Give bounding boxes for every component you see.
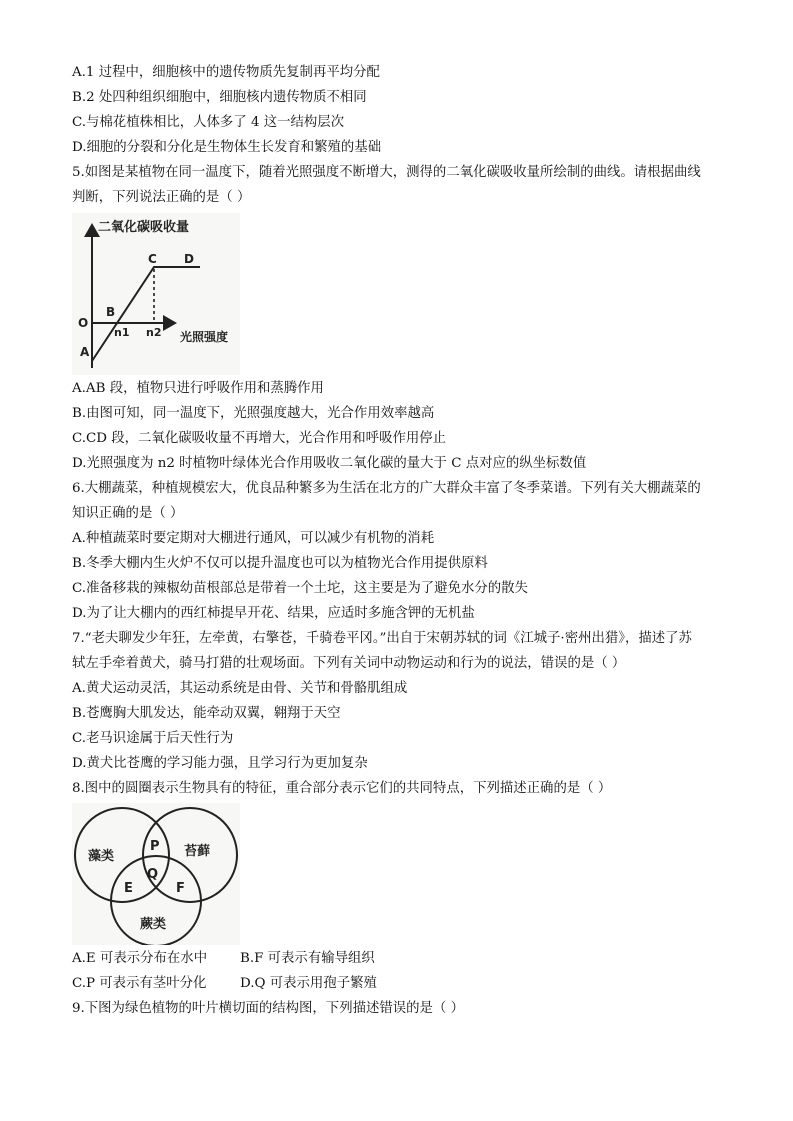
q7-stem-line2: 轼左手牵着黄犬，骑马打猎的壮观场面。下列有关词中动物运动和行为的说法，错误的是（ ）	[72, 656, 626, 671]
q5-option-d: D.光照强度为 n2 时植物叶绿体光合作用吸收二氧化碳的量大于 C 点对应的纵坐标数值	[72, 456, 587, 471]
q6-option-c: C.准备移栽的辣椒幼苗根部总是带着一个土坨，这主要是为了避免水分的散失	[72, 581, 528, 596]
point-a-label: A	[80, 345, 90, 359]
q4-option-a: A.1 过程中，细胞核中的遗传物质先复制再平均分配	[72, 65, 380, 80]
q8-option-c: C.P 可表示有茎叶分化	[72, 976, 207, 991]
x-axis-label: 光照强度	[180, 330, 229, 344]
q4-option-b: B.2 处四种组织细胞中，细胞核内遗传物质不相同	[72, 90, 367, 105]
n2-label: n2	[146, 326, 162, 339]
q7-option-b: B.苍鹰胸大肌发达，能牵动双翼，翱翔于天空	[72, 706, 341, 721]
region-e-label: E	[124, 881, 133, 896]
q8-option-d: D.Q 可表示用孢子繁殖	[240, 976, 377, 991]
q9-stem: 9.下图为绿色植物的叶片横切面的结构图，下列描述错误的是（ ）	[72, 1001, 464, 1016]
algae-label: 藻类	[88, 849, 115, 864]
q6-stem-line1: 6.大棚蔬菜，种植规模宏大，优良品种繁多为生活在北方的广大群众丰富了冬季菜谱。下列有关大棚蔬菜的	[72, 481, 701, 496]
q5-stem-line2: 判断，下列说法正确的是（ ）	[72, 190, 251, 205]
point-d-label: D	[184, 252, 194, 266]
q4-option-d: D.细胞的分裂和分化是生物体生长发育和繁殖的基础	[72, 140, 382, 155]
region-f-label: F	[176, 881, 185, 896]
q5-co2-light-graph	[72, 213, 240, 375]
q6-option-d: D.为了让大棚内的西红柿提早开花、结果，应适时多施含钾的无机盐	[72, 606, 475, 621]
q8-venn-diagram	[72, 803, 240, 945]
q6-option-a: A.种植蔬菜时要定期对大棚进行通风，可以减少有机物的消耗	[72, 531, 435, 546]
origin-label: O	[78, 316, 89, 330]
q7-stem-line1: 7.“老夫聊发少年狂，左牵黄，右擎苍，千骑卷平冈。”出自于宋朝苏轼的词《江城子·密州出猎》，描述了苏	[72, 631, 692, 646]
fern-label: 蕨类	[140, 917, 167, 932]
region-p-label: P	[150, 839, 160, 854]
q5-option-c: C.CD 段，二氧化碳吸收量不再增大，光合作用和呼吸作用停止	[72, 431, 447, 446]
region-q-label: Q	[147, 867, 159, 882]
q8-option-b: B.F 可表示有输导组织	[240, 951, 375, 966]
point-c-label: C	[148, 252, 157, 266]
point-b-label: B	[106, 305, 116, 319]
q6-stem-line2: 知识正确的是（ ）	[72, 506, 184, 521]
moss-label: 苔藓	[184, 844, 211, 859]
q5-stem-line1: 5.如图是某植物在同一温度下，随着光照强度不断增大，测得的二氧化碳吸收量所绘制的曲线。请根据曲线	[72, 165, 701, 180]
q7-option-c: C.老马识途属于后天性行为	[72, 731, 234, 746]
q8-stem: 8.图中的圆圈表示生物具有的特征，重合部分表示它们的共同特点，下列描述正确的是（ ）	[72, 781, 612, 796]
y-axis-label: 二氧化碳吸收量	[98, 220, 190, 235]
q7-option-d: D.黄犬比苍鹰的学习能力强，且学习行为更加复杂	[72, 756, 368, 771]
n1-label: n1	[114, 326, 130, 339]
q6-option-b: B.冬季大棚内生火炉不仅可以提升温度也可以为植物光合作用提供原料	[72, 556, 488, 571]
q5-option-a: A.AB 段，植物只进行呼吸作用和蒸腾作用	[72, 381, 324, 396]
q8-option-a: A.E 可表示分布在水中	[72, 951, 208, 966]
q7-option-a: A.黄犬运动灵活，其运动系统是由骨、关节和骨骼肌组成	[72, 681, 408, 696]
q5-option-b: B.由图可知，同一温度下，光照强度越大，光合作用效率越高	[72, 406, 435, 421]
q4-option-c: C.与棉花植株相比，人体多了 4 这一结构层次	[72, 115, 345, 130]
